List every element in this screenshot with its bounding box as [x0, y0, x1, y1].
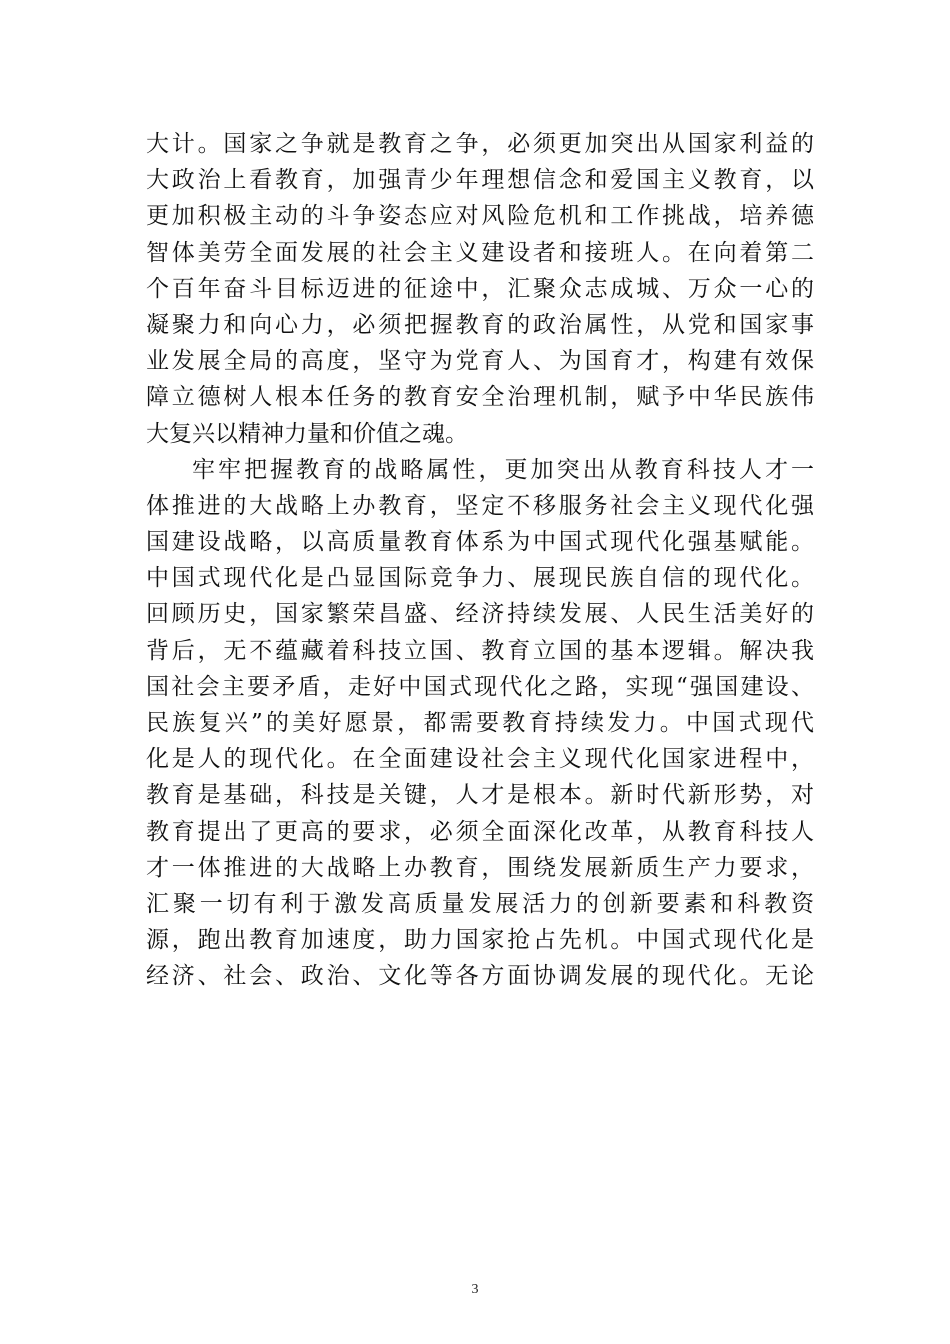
- text-line: 凝聚力和向心力，必须把握教育的政治属性，从党和国家事: [146, 311, 814, 338]
- text-line: 源，跑出教育加速度，助力国家抢占先机。中国式现代化是: [146, 927, 814, 954]
- text-line: 汇聚一切有利于激发高质量发展活力的创新要素和科教资: [146, 890, 814, 917]
- text-line: 化是人的现代化。在全面建设社会主义现代化国家进程中，: [146, 746, 814, 773]
- text-line: 大政治上看教育，加强青少年理想信念和爱国主义教育，以: [146, 167, 814, 194]
- text-line: 回顾历史，国家繁荣昌盛、经济持续发展、人民生活美好的: [146, 601, 814, 628]
- text-line: 才一体推进的大战略上办教育，围绕发展新质生产力要求，: [146, 854, 814, 881]
- text-line: 教育是基础，科技是关键，人才是根本。新时代新形势，对: [146, 782, 814, 809]
- document-body: [146, 126, 814, 995]
- paragraph-2: [146, 452, 814, 995]
- text-line: 业发展全局的高度，坚守为党育人、为国育才，构建有效保: [146, 348, 814, 375]
- text-line: 背后，无不蕴藏着科技立国、教育立国的基本逻辑。解决我: [146, 637, 814, 664]
- text-line: 体推进的大战略上办教育，坚定不移服务社会主义现代化强: [146, 492, 814, 519]
- text-line: 国建设战略，以高质量教育体系为中国式现代化强基赋能。: [146, 529, 814, 556]
- text-line: 民族复兴”的美好愿景，都需要教育持续发力。中国式现代: [146, 710, 814, 736]
- text-line: 牢牢把握教育的战略属性，更加突出从教育科技人才一: [192, 456, 814, 483]
- text-line: 经济、社会、政治、文化等各方面协调发展的现代化。无论: [146, 963, 814, 990]
- text-line: 大计。国家之争就是教育之争，必须更加突出从国家利益的: [146, 131, 814, 157]
- text-line: 障立德树人根本任务的教育安全治理机制，赋予中华民族伟: [146, 384, 814, 411]
- page-number: 3: [471, 1282, 479, 1297]
- text-line: 大复兴以精神力量和价值之魂。: [146, 420, 468, 447]
- text-line: 中国式现代化是凸显国际竞争力、展现民族自信的现代化。: [146, 565, 814, 592]
- text-line: 个百年奋斗目标迈进的征途中，汇聚众志成城、万众一心的: [146, 275, 814, 302]
- text-line: 国社会主要矛盾，走好中国式现代化之路，实现“强国建设、: [146, 673, 814, 700]
- text-line: 智体美劳全面发展的社会主义建设者和接班人。在向着第二: [146, 239, 814, 266]
- paragraph-1: [146, 126, 814, 452]
- text-line: 教育提出了更高的要求，必须全面深化改革，从教育科技人: [146, 818, 814, 845]
- text-line: 更加积极主动的斗争姿态应对风险危机和工作挑战，培养德: [146, 203, 814, 230]
